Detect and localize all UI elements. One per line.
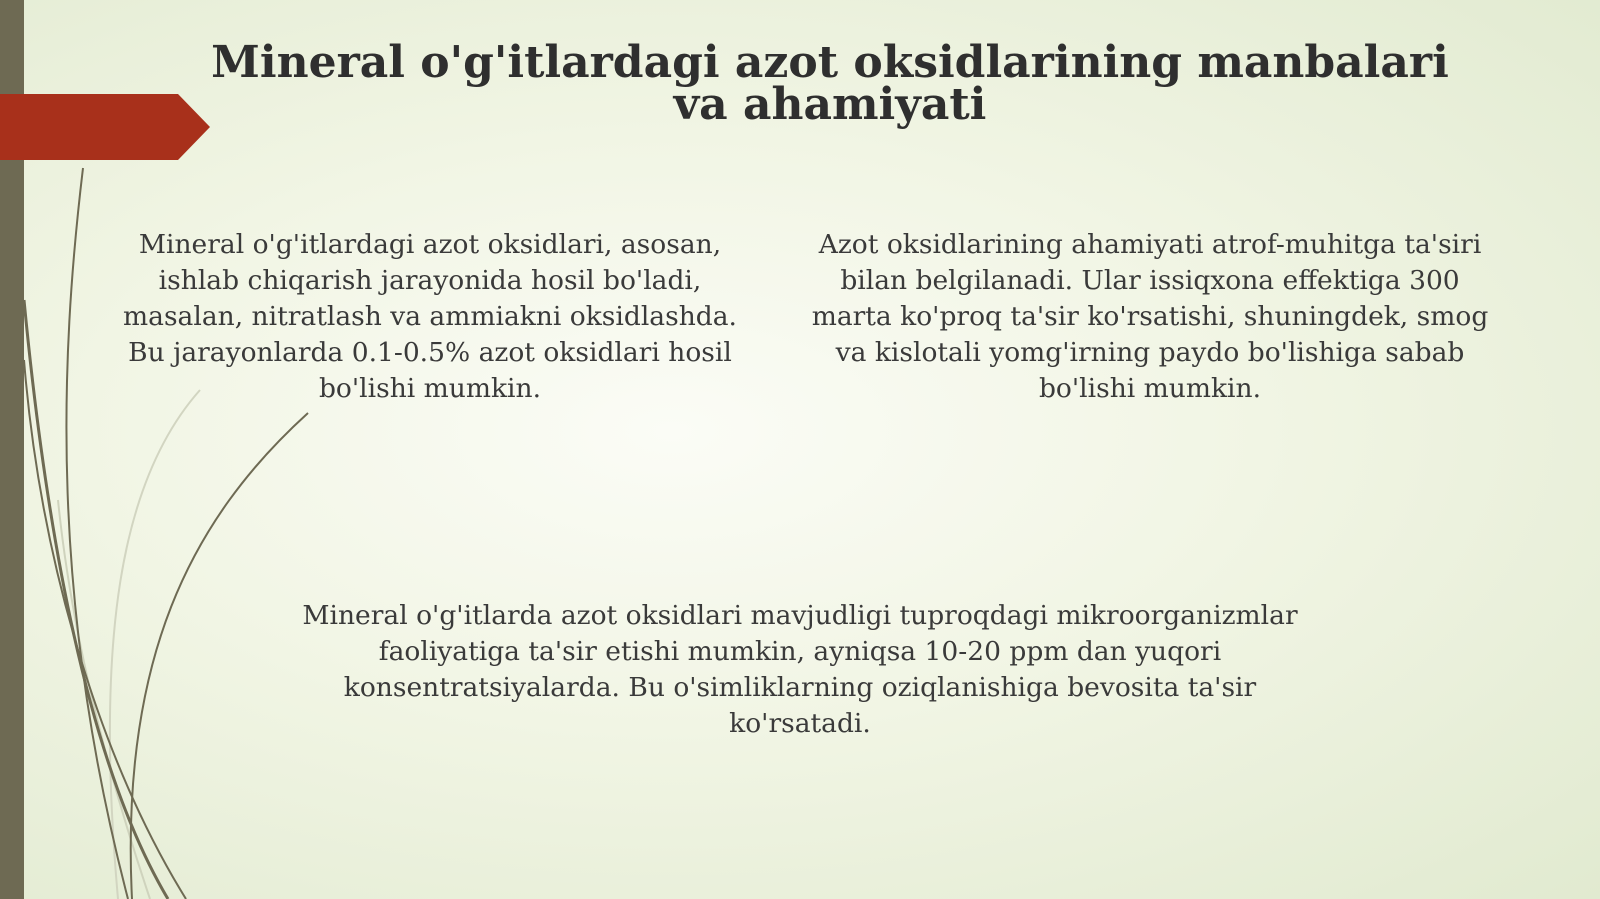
grass-strand-3: [24, 360, 186, 899]
paragraph-sources: Mineral o'g'itlardagi azot oksidlari, asosan, ishlab chiqarish jarayonida hosil bo'ladi, masalan, nitratlash va ammiakni oksidlashda. Bu jarayonlarda 0.1-0.5% azot oksidlari hosil bo'lishi mumkin.: [123, 229, 737, 404]
paragraph-importance: Azot oksidlarining ahamiyati atrof-muhitga ta'siri bilan belgilanadi. Ular issiqxona effektiga 300 marta ko'proq ta'sir ko'rsatishi, shuningdek, smog va kislotali yomg'irning paydo bo'lishiga sabab bo'lishi mumkin.: [811, 229, 1489, 404]
slide-title: Mineral o'g'itlardagi azot oksidlarining manbalari va ahamiyati: [211, 37, 1449, 130]
red-arrow-banner: [0, 94, 210, 160]
paragraph-soil-impact: Mineral o'g'itlarda azot oksidlari mavjudligi tuproqdagi mikroorganizmlar faoliyatiga ta'sir etishi mumkin, ayniqsa 10-20 ppm dan yuqori konsentratsiyalarda. Bu o'simliklarning oziqlanishiga bevosita ta'sir ko'rsatadi.: [302, 600, 1298, 739]
grass-strand-pale-1: [110, 390, 200, 899]
